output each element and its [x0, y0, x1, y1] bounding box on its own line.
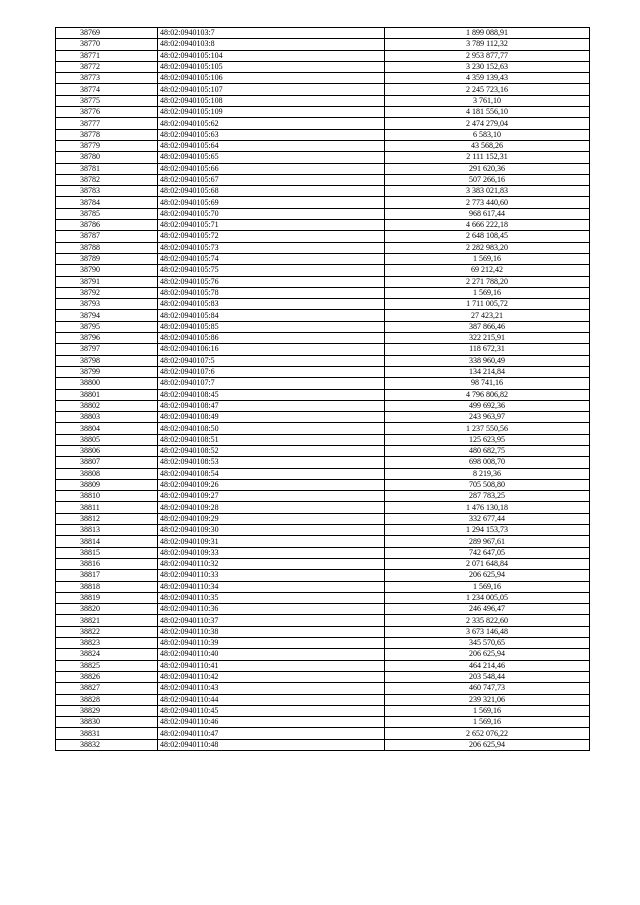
cadastral-number-cell: 48:02:0940109:30: [158, 525, 385, 536]
row-number-cell: 38778: [56, 129, 158, 140]
cadastral-value-cell: 4 666 222,18: [385, 220, 590, 231]
cadastral-value-cell: 322 215,91: [385, 333, 590, 344]
row-number-cell: 38820: [56, 604, 158, 615]
table-row: [56, 423, 590, 434]
row-number-cell: 38784: [56, 197, 158, 208]
cadastral-number-cell: 48:02:0940108:53: [158, 457, 385, 468]
cadastral-number-cell: 48:02:0940107:6: [158, 366, 385, 377]
cadastral-number-cell: 48:02:0940110:47: [158, 728, 385, 739]
cadastral-value-cell: 2 111 152,31: [385, 152, 590, 163]
cadastral-number-cell: 48:02:0940105:63: [158, 129, 385, 140]
cadastral-value-cell: 1 899 088,91: [385, 28, 590, 39]
cadastral-number-cell: 48:02:0940103:7: [158, 28, 385, 39]
cadastral-value-cell: 246 496,47: [385, 604, 590, 615]
table-row: [56, 389, 590, 400]
row-number-cell: 38786: [56, 220, 158, 231]
cadastral-number-cell: 48:02:0940110:35: [158, 592, 385, 603]
table-row: [56, 705, 590, 716]
cadastral-number-cell: 48:02:0940105:64: [158, 140, 385, 151]
cadastral-value-cell: 4 181 556,10: [385, 107, 590, 118]
row-number-cell: 38825: [56, 660, 158, 671]
table-row: [56, 28, 590, 39]
cadastral-value-cell: 2 953 877,77: [385, 50, 590, 61]
cadastral-number-cell: 48:02:0940108:47: [158, 400, 385, 411]
table-row: [56, 434, 590, 445]
cadastral-number-cell: 48:02:0940110:34: [158, 581, 385, 592]
cadastral-value-cell: 206 625,94: [385, 649, 590, 660]
row-number-cell: 38818: [56, 581, 158, 592]
row-number-cell: 38817: [56, 570, 158, 581]
cadastral-number-cell: 48:02:0940107:7: [158, 378, 385, 389]
table-row: [56, 242, 590, 253]
cadastral-number-cell: 48:02:0940110:32: [158, 558, 385, 569]
row-number-cell: 38794: [56, 310, 158, 321]
cadastral-number-cell: 48:02:0940105:62: [158, 118, 385, 129]
cadastral-value-cell: 69 212,42: [385, 265, 590, 276]
row-number-cell: 38828: [56, 694, 158, 705]
row-number-cell: 38775: [56, 95, 158, 106]
table-row: [56, 152, 590, 163]
row-number-cell: 38822: [56, 626, 158, 637]
row-number-cell: 38816: [56, 558, 158, 569]
row-number-cell: 38793: [56, 299, 158, 310]
cadastral-number-cell: 48:02:0940110:39: [158, 638, 385, 649]
row-number-cell: 38805: [56, 434, 158, 445]
cadastral-number-cell: 48:02:0940109:33: [158, 547, 385, 558]
table-row: [56, 728, 590, 739]
cadastral-value-cell: 287 783,25: [385, 491, 590, 502]
row-number-cell: 38800: [56, 378, 158, 389]
table-row: [56, 660, 590, 671]
table-row: [56, 220, 590, 231]
table-row: [56, 366, 590, 377]
cadastral-value-cell: 1 234 005,05: [385, 592, 590, 603]
table-row: [56, 479, 590, 490]
row-number-cell: 38776: [56, 107, 158, 118]
row-number-cell: 38791: [56, 276, 158, 287]
cadastral-number-cell: 48:02:0940109:31: [158, 536, 385, 547]
cadastral-value-cell: 8 219,36: [385, 468, 590, 479]
cadastral-value-cell: 239 321,06: [385, 694, 590, 705]
table-row: [56, 39, 590, 50]
cadastral-value-cell: 98 741,16: [385, 378, 590, 389]
cadastral-value-cell: 289 967,61: [385, 536, 590, 547]
cadastral-number-cell: 48:02:0940105:104: [158, 50, 385, 61]
cadastral-value-cell: 968 617,44: [385, 208, 590, 219]
table-row: [56, 118, 590, 129]
cadastral-value-cell: 2 271 788,20: [385, 276, 590, 287]
cadastral-number-cell: 48:02:0940110:44: [158, 694, 385, 705]
cadastral-value-cell: 27 423,21: [385, 310, 590, 321]
cadastral-value-cell: 460 747,73: [385, 683, 590, 694]
cadastral-value-cell: 2 071 648,84: [385, 558, 590, 569]
cadastral-value-cell: 499 692,36: [385, 400, 590, 411]
cadastral-number-cell: 48:02:0940105:109: [158, 107, 385, 118]
cadastral-number-cell: 48:02:0940110:36: [158, 604, 385, 615]
cadastral-number-cell: 48:02:0940105:83: [158, 299, 385, 310]
cadastral-value-cell: 3 383 021,83: [385, 186, 590, 197]
cadastral-value-cell: 43 568,26: [385, 140, 590, 151]
row-number-cell: 38770: [56, 39, 158, 50]
cadastral-value-cell: 1 237 550,56: [385, 423, 590, 434]
table-row: [56, 683, 590, 694]
cadastral-number-cell: 48:02:0940110:48: [158, 739, 385, 750]
table-row: [56, 615, 590, 626]
row-number-cell: 38831: [56, 728, 158, 739]
row-number-cell: 38785: [56, 208, 158, 219]
table-row: [56, 378, 590, 389]
cadastral-number-cell: 48:02:0940105:74: [158, 253, 385, 264]
row-number-cell: 38824: [56, 649, 158, 660]
row-number-cell: 38796: [56, 333, 158, 344]
table-row: [56, 287, 590, 298]
row-number-cell: 38771: [56, 50, 158, 61]
row-number-cell: 38769: [56, 28, 158, 39]
cadastral-value-cell: 1 569,16: [385, 717, 590, 728]
row-number-cell: 38792: [56, 287, 158, 298]
table-row: [56, 626, 590, 637]
table-row: [56, 581, 590, 592]
cadastral-value-cell: 2 474 279,04: [385, 118, 590, 129]
cadastral-number-cell: 48:02:0940109:26: [158, 479, 385, 490]
table-row: [56, 638, 590, 649]
row-number-cell: 38810: [56, 491, 158, 502]
row-number-cell: 38797: [56, 344, 158, 355]
cadastral-number-cell: 48:02:0940110:45: [158, 705, 385, 716]
cadastral-value-cell: 1 569,16: [385, 287, 590, 298]
table-row: [56, 140, 590, 151]
cadastral-number-cell: 48:02:0940108:45: [158, 389, 385, 400]
cadastral-value-cell: 206 625,94: [385, 739, 590, 750]
cadastral-value-cell: 1 569,16: [385, 581, 590, 592]
table-row: [56, 344, 590, 355]
table-row: [56, 570, 590, 581]
row-number-cell: 38807: [56, 457, 158, 468]
table-row: [56, 604, 590, 615]
cadastral-number-cell: 48:02:0940105:86: [158, 333, 385, 344]
row-number-cell: 38813: [56, 525, 158, 536]
table-row: [56, 163, 590, 174]
table-row: [56, 231, 590, 242]
cadastral-value-cell: 291 620,36: [385, 163, 590, 174]
cadastral-number-cell: 48:02:0940109:28: [158, 502, 385, 513]
cadastral-number-cell: 48:02:0940105:72: [158, 231, 385, 242]
cadastral-number-cell: 48:02:0940105:107: [158, 84, 385, 95]
row-number-cell: 38787: [56, 231, 158, 242]
table-row: [56, 95, 590, 106]
row-number-cell: 38783: [56, 186, 158, 197]
table-row: [56, 592, 590, 603]
row-number-cell: 38779: [56, 140, 158, 151]
table-row: [56, 265, 590, 276]
cadastral-value-cell: 332 677,44: [385, 513, 590, 524]
table-row: [56, 333, 590, 344]
cadastral-value-cell: 134 214,84: [385, 366, 590, 377]
cadastral-value-cell: 1 569,16: [385, 705, 590, 716]
table-row: [56, 445, 590, 456]
table-row: [56, 174, 590, 185]
row-number-cell: 38780: [56, 152, 158, 163]
table-row: [56, 536, 590, 547]
table-row: [56, 400, 590, 411]
cadastral-value-cell: 742 647,05: [385, 547, 590, 558]
row-number-cell: 38821: [56, 615, 158, 626]
cadastral-value-cell: 698 008,70: [385, 457, 590, 468]
table-row: [56, 694, 590, 705]
cadastral-value-cell: 4 796 806,82: [385, 389, 590, 400]
row-number-cell: 38827: [56, 683, 158, 694]
cadastral-number-cell: 48:02:0940109:27: [158, 491, 385, 502]
row-number-cell: 38830: [56, 717, 158, 728]
table-row: [56, 129, 590, 140]
row-number-cell: 38795: [56, 321, 158, 332]
cadastral-number-cell: 48:02:0940105:69: [158, 197, 385, 208]
row-number-cell: 38774: [56, 84, 158, 95]
table-row: [56, 739, 590, 750]
row-number-cell: 38781: [56, 163, 158, 174]
cadastral-value-cell: 3 230 152,63: [385, 61, 590, 72]
cadastral-value-cell: 6 583,10: [385, 129, 590, 140]
cadastral-number-cell: 48:02:0940108:52: [158, 445, 385, 456]
cadastral-number-cell: 48:02:0940110:42: [158, 671, 385, 682]
cadastral-value-cell: 480 682,75: [385, 445, 590, 456]
table-row: [56, 73, 590, 84]
table-row: [56, 412, 590, 423]
cadastral-value-cell: 3 761,10: [385, 95, 590, 106]
table-row: [56, 649, 590, 660]
table-row: [56, 468, 590, 479]
cadastral-number-cell: 48:02:0940105:76: [158, 276, 385, 287]
cadastral-number-cell: 48:02:0940108:51: [158, 434, 385, 445]
table-row: [56, 197, 590, 208]
row-number-cell: 38789: [56, 253, 158, 264]
cadastral-value-cell: 345 570,65: [385, 638, 590, 649]
row-number-cell: 38823: [56, 638, 158, 649]
table-row: [56, 299, 590, 310]
cadastral-value-cell: 507 266,16: [385, 174, 590, 185]
cadastral-value-cell: 125 623,95: [385, 434, 590, 445]
row-number-cell: 38782: [56, 174, 158, 185]
cadastral-value-cell: 203 548,44: [385, 671, 590, 682]
cadastral-value-cell: 387 866,46: [385, 321, 590, 332]
row-number-cell: 38826: [56, 671, 158, 682]
cadastral-value-cell: 1 569,16: [385, 253, 590, 264]
table-row: [56, 491, 590, 502]
cadastral-number-cell: 48:02:0940110:43: [158, 683, 385, 694]
row-number-cell: 38806: [56, 445, 158, 456]
row-number-cell: 38811: [56, 502, 158, 513]
cadastral-value-cell: 2 773 440,60: [385, 197, 590, 208]
cadastral-value-cell: 2 282 983,20: [385, 242, 590, 253]
row-number-cell: 38809: [56, 479, 158, 490]
cadastral-value-cell: 705 508,80: [385, 479, 590, 490]
row-number-cell: 38799: [56, 366, 158, 377]
cadastral-number-cell: 48:02:0940107:5: [158, 355, 385, 366]
cadastral-value-cell: 1 711 005,72: [385, 299, 590, 310]
table-row: [56, 457, 590, 468]
cadastral-value-cell: 3 673 146,48: [385, 626, 590, 637]
table-row: [56, 547, 590, 558]
row-number-cell: 38803: [56, 412, 158, 423]
cadastral-number-cell: 48:02:0940106:16: [158, 344, 385, 355]
row-number-cell: 38819: [56, 592, 158, 603]
cadastral-number-cell: 48:02:0940105:67: [158, 174, 385, 185]
cadastral-number-cell: 48:02:0940108:54: [158, 468, 385, 479]
cadastral-number-cell: 48:02:0940109:29: [158, 513, 385, 524]
table-row: [56, 310, 590, 321]
cadastral-value-cell: 4 359 139,43: [385, 73, 590, 84]
cadastral-value-cell: 2 648 108,45: [385, 231, 590, 242]
cadastral-value-cell: 2 652 076,22: [385, 728, 590, 739]
row-number-cell: 38798: [56, 355, 158, 366]
cadastral-number-cell: 48:02:0940110:37: [158, 615, 385, 626]
cadastral-number-cell: 48:02:0940110:46: [158, 717, 385, 728]
cadastral-value-cell: 338 960,49: [385, 355, 590, 366]
cadastral-number-cell: 48:02:0940110:40: [158, 649, 385, 660]
table-row: [56, 502, 590, 513]
row-number-cell: 38773: [56, 73, 158, 84]
cadastral-number-cell: 48:02:0940105:84: [158, 310, 385, 321]
row-number-cell: 38804: [56, 423, 158, 434]
cadastral-value-cell: 3 789 112,32: [385, 39, 590, 50]
table-row: [56, 717, 590, 728]
table-row: [56, 107, 590, 118]
cadastral-value-cell: 2 245 723,16: [385, 84, 590, 95]
table-row: [56, 513, 590, 524]
table-row: [56, 525, 590, 536]
row-number-cell: 38790: [56, 265, 158, 276]
cadastral-number-cell: 48:02:0940103:8: [158, 39, 385, 50]
table-row: [56, 321, 590, 332]
cadastral-value-cell: 206 625,94: [385, 570, 590, 581]
row-number-cell: 38829: [56, 705, 158, 716]
cadastral-number-cell: 48:02:0940110:41: [158, 660, 385, 671]
row-number-cell: 38815: [56, 547, 158, 558]
cadastral-value-cell: 2 335 822,60: [385, 615, 590, 626]
cadastral-number-cell: 48:02:0940108:50: [158, 423, 385, 434]
cadastral-number-cell: 48:02:0940105:108: [158, 95, 385, 106]
row-number-cell: 38802: [56, 400, 158, 411]
row-number-cell: 38788: [56, 242, 158, 253]
table-row: [56, 276, 590, 287]
row-number-cell: 38801: [56, 389, 158, 400]
cadastral-number-cell: 48:02:0940105:71: [158, 220, 385, 231]
cadastral-number-cell: 48:02:0940105:68: [158, 186, 385, 197]
cadastral-number-cell: 48:02:0940105:66: [158, 163, 385, 174]
row-number-cell: 38808: [56, 468, 158, 479]
row-number-cell: 38812: [56, 513, 158, 524]
cadastral-number-cell: 48:02:0940105:70: [158, 208, 385, 219]
cadastral-value-cell: 1 476 130,18: [385, 502, 590, 513]
cadastral-number-cell: 48:02:0940105:75: [158, 265, 385, 276]
cadastral-number-cell: 48:02:0940110:33: [158, 570, 385, 581]
table-row: [56, 253, 590, 264]
table-row: [56, 61, 590, 72]
cadastral-value-table: [55, 27, 590, 751]
cadastral-number-cell: 48:02:0940105:73: [158, 242, 385, 253]
cadastral-number-cell: 48:02:0940110:38: [158, 626, 385, 637]
table-row: [56, 50, 590, 61]
cadastral-number-cell: 48:02:0940105:105: [158, 61, 385, 72]
row-number-cell: 38772: [56, 61, 158, 72]
cadastral-number-cell: 48:02:0940105:85: [158, 321, 385, 332]
cadastral-value-cell: 464 214,46: [385, 660, 590, 671]
table-row: [56, 208, 590, 219]
row-number-cell: 38777: [56, 118, 158, 129]
table-row: [56, 671, 590, 682]
cadastral-number-cell: 48:02:0940105:65: [158, 152, 385, 163]
cadastral-value-cell: 1 294 153,73: [385, 525, 590, 536]
table-row: [56, 186, 590, 197]
cadastral-value-cell: 243 963,97: [385, 412, 590, 423]
row-number-cell: 38832: [56, 739, 158, 750]
table-body: [56, 28, 590, 751]
cadastral-value-cell: 118 672,31: [385, 344, 590, 355]
cadastral-number-cell: 48:02:0940105:78: [158, 287, 385, 298]
row-number-cell: 38814: [56, 536, 158, 547]
cadastral-number-cell: 48:02:0940105:106: [158, 73, 385, 84]
cadastral-number-cell: 48:02:0940108:49: [158, 412, 385, 423]
table-row: [56, 558, 590, 569]
table-row: [56, 355, 590, 366]
table-row: [56, 84, 590, 95]
